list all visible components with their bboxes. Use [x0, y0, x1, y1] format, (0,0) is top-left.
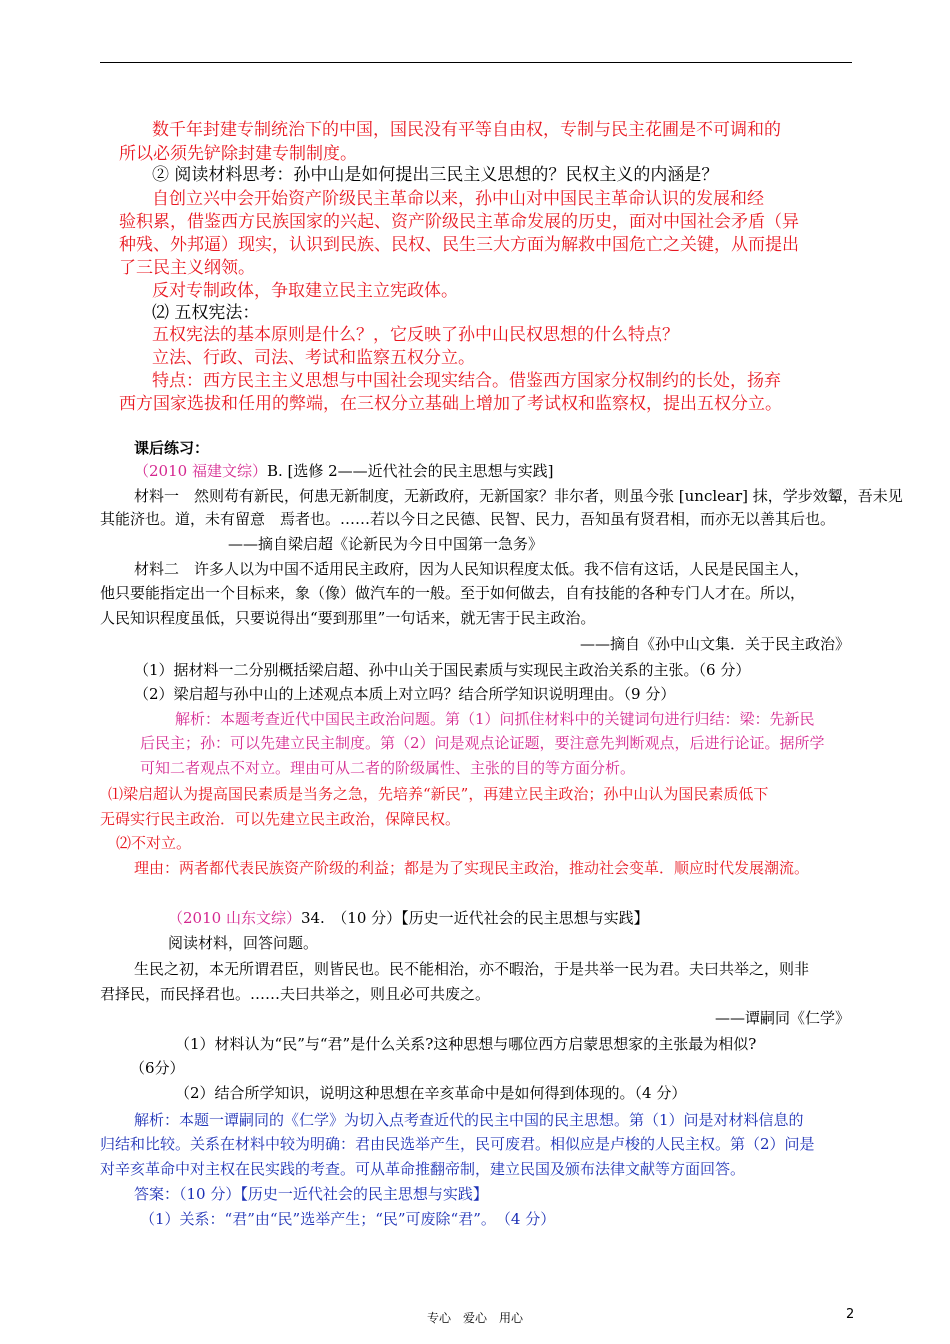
answer-line: 五权宪法的基本原则是什么？，它反映了孙中山民权思想的什么特点？	[152, 325, 679, 345]
source-tag: （2010 山东文综）	[168, 909, 301, 927]
header-rule	[100, 62, 852, 63]
answer-line: 反对专制政体，争取建立民主立宪政体。	[152, 281, 458, 301]
answer-line: 无碍实行民主政治．可以先建立民主政治，保障民权。	[100, 810, 461, 828]
instruction-line: 阅读材料，回答问题。	[168, 934, 319, 952]
answer-line: 立法、行政、司法、考试和监察五权分立。	[152, 348, 475, 368]
question-title: B. [选修 2——近代社会的民主思想与实践]	[266, 462, 554, 480]
material-line: 其能济也。道，未有留意 焉者也。……若以今日之民德、民智、民力，吾知虽有贤君相，而亦无以善其后也。	[100, 510, 836, 528]
material-source: ——摘自《孙中山文集．关于民主政治》	[579, 635, 850, 653]
answer-line: 验积累，借鉴西方民族国家的兴起、资产阶级民主革命发展的历史，面对中国社会矛盾（异	[119, 212, 799, 232]
material-line: 生民之初，本无所谓君臣，则皆民也。民不能相治，亦不暇治，于是共举一民为君。夫曰共举之，则非	[134, 960, 810, 978]
answer-line: ⑴梁启超认为提高国民素质是当务之急，先培养“新民”，再建立民主政治；孙中山认为国民素质低下	[108, 785, 769, 803]
answer-line: 西方国家选拔和任用的弊端，在三权分立基础上增加了考试权和监察权，提出五权分立。	[119, 394, 782, 414]
analysis-line: 对辛亥革命中对主权在民实践的考查。可从革命推翻帝制，建立民国及颁布法律文献等方面回答。	[100, 1160, 746, 1178]
source-tag: （2010 福建文综）	[134, 462, 267, 480]
material-line: 他只要能指定出一个目标来，象（像）做汽车的一般。至于如何做去，自有技能的各种专门人才在。所以，	[100, 584, 806, 602]
page-number: 2	[846, 1307, 855, 1322]
material-source: ——谭嗣同《仁学》	[714, 1009, 850, 1027]
answer-line: 自创立兴中会开始资产阶级民主革命以来，孙中山对中国民主革命认识的发展和经	[152, 189, 764, 209]
material-line: 材料二 许多人以为中国不适用民主政府，因为人民知识程度太低。我不信有这话，人民是民国主人，	[134, 560, 810, 578]
answer-line: （1）关系：“君”由“民”选举产生；“民”可废除“君”。 （4 分）	[140, 1210, 556, 1228]
answer-line: ⑵不对立。	[116, 834, 192, 852]
question-line: ② 阅读材料思考：孙中山是如何提出三民主义思想的？民权主义的内涵是？	[152, 165, 719, 185]
analysis-line: 解析：本题一谭嗣同的《仁学》为切入点考查近代的民主中国的民主思想。第（1）问是对材料信息的	[134, 1111, 804, 1129]
analysis-line: 解析：本题考查近代中国民主政治问题。第（1）问抓住材料中的关键词句进行归结：梁：先新民	[175, 710, 815, 728]
answer-line: 了三民主义纲领。	[119, 258, 255, 278]
footer-text: 专心 爱心 用心	[426, 1311, 523, 1325]
material-line: 材料一 然则苟有新民，何患无新制度，无新政府，无新国家？非尔者，则虽今张 [unclear] 抹，学步效颦，吾未见	[134, 487, 903, 505]
question-line: （2）结合所学知识，说明这种思想在辛亥革命中是如何得到体现的。（4 分）	[175, 1084, 687, 1102]
analysis-line: 可知二者观点不对立。理由可从二者的阶级属性、主张的目的等方面分析。	[140, 759, 636, 777]
answer-line: 特点：西方民主主义思想与中国社会现实结合。借鉴西方国家分权制约的长处，扬弃	[152, 371, 781, 391]
exercise-heading: 课后练习：	[134, 439, 210, 457]
question-line: （1）据材料一二分别概括梁启超、孙中山关于国民素质与实现民主政治关系的主张。（6 分）	[134, 661, 751, 679]
question-title: 34. （10 分）【历史一近代社会的民主思想与实践】	[300, 909, 649, 927]
analysis-line: 后民主；孙：可以先建立民主制度。第（2）问是观点论证题，要注意先判断观点，后进行论证。据所学	[140, 734, 825, 752]
answer-heading: 答案：（10 分）【历史一近代社会的民主思想与实践】	[134, 1185, 488, 1203]
section-heading: ⑵ 五权宪法：	[152, 303, 260, 323]
question-line: （1）材料认为“民”与“君”是什么关系?这种思想与哪位西方启蒙思想家的主张最为相似?	[175, 1035, 757, 1053]
answer-line: 理由：两者都代表民族资产阶级的利益；都是为了实现民主政治，推动社会变革．顺应时代发展潮流。	[134, 859, 810, 877]
answer-line: 种残、外邦逼）现实，认识到民族、民权、民生三大方面为解救中国危亡之关键，从而提出	[119, 235, 799, 255]
material-line: 君择民，而民择君也。……夫曰共举之，则且必可共废之。	[100, 985, 491, 1003]
question-line: （2）梁启超与孙中山的上述观点本质上对立吗？结合所学知识说明理由。（9 分）	[134, 685, 676, 703]
material-line: 人民知识程度虽低，只要说得出“要到那里”一句话来，就无害于民主政治。	[100, 609, 596, 627]
material-source: ——摘自梁启超《论新民为今日中国第一急务》	[228, 535, 544, 553]
analysis-line: 归结和比较。关系在材料中较为明确：君由民选举产生，民可废君。相似应是卢梭的人民主权。第（2）问是	[100, 1135, 815, 1153]
question-line: （6分）	[130, 1059, 185, 1077]
answer-line: 数千年封建专制统治下的中国，国民没有平等自由权，专制与民主花圃是不可调和的	[152, 120, 781, 140]
answer-line: 所以必须先铲除封建专制制度。	[119, 144, 357, 164]
